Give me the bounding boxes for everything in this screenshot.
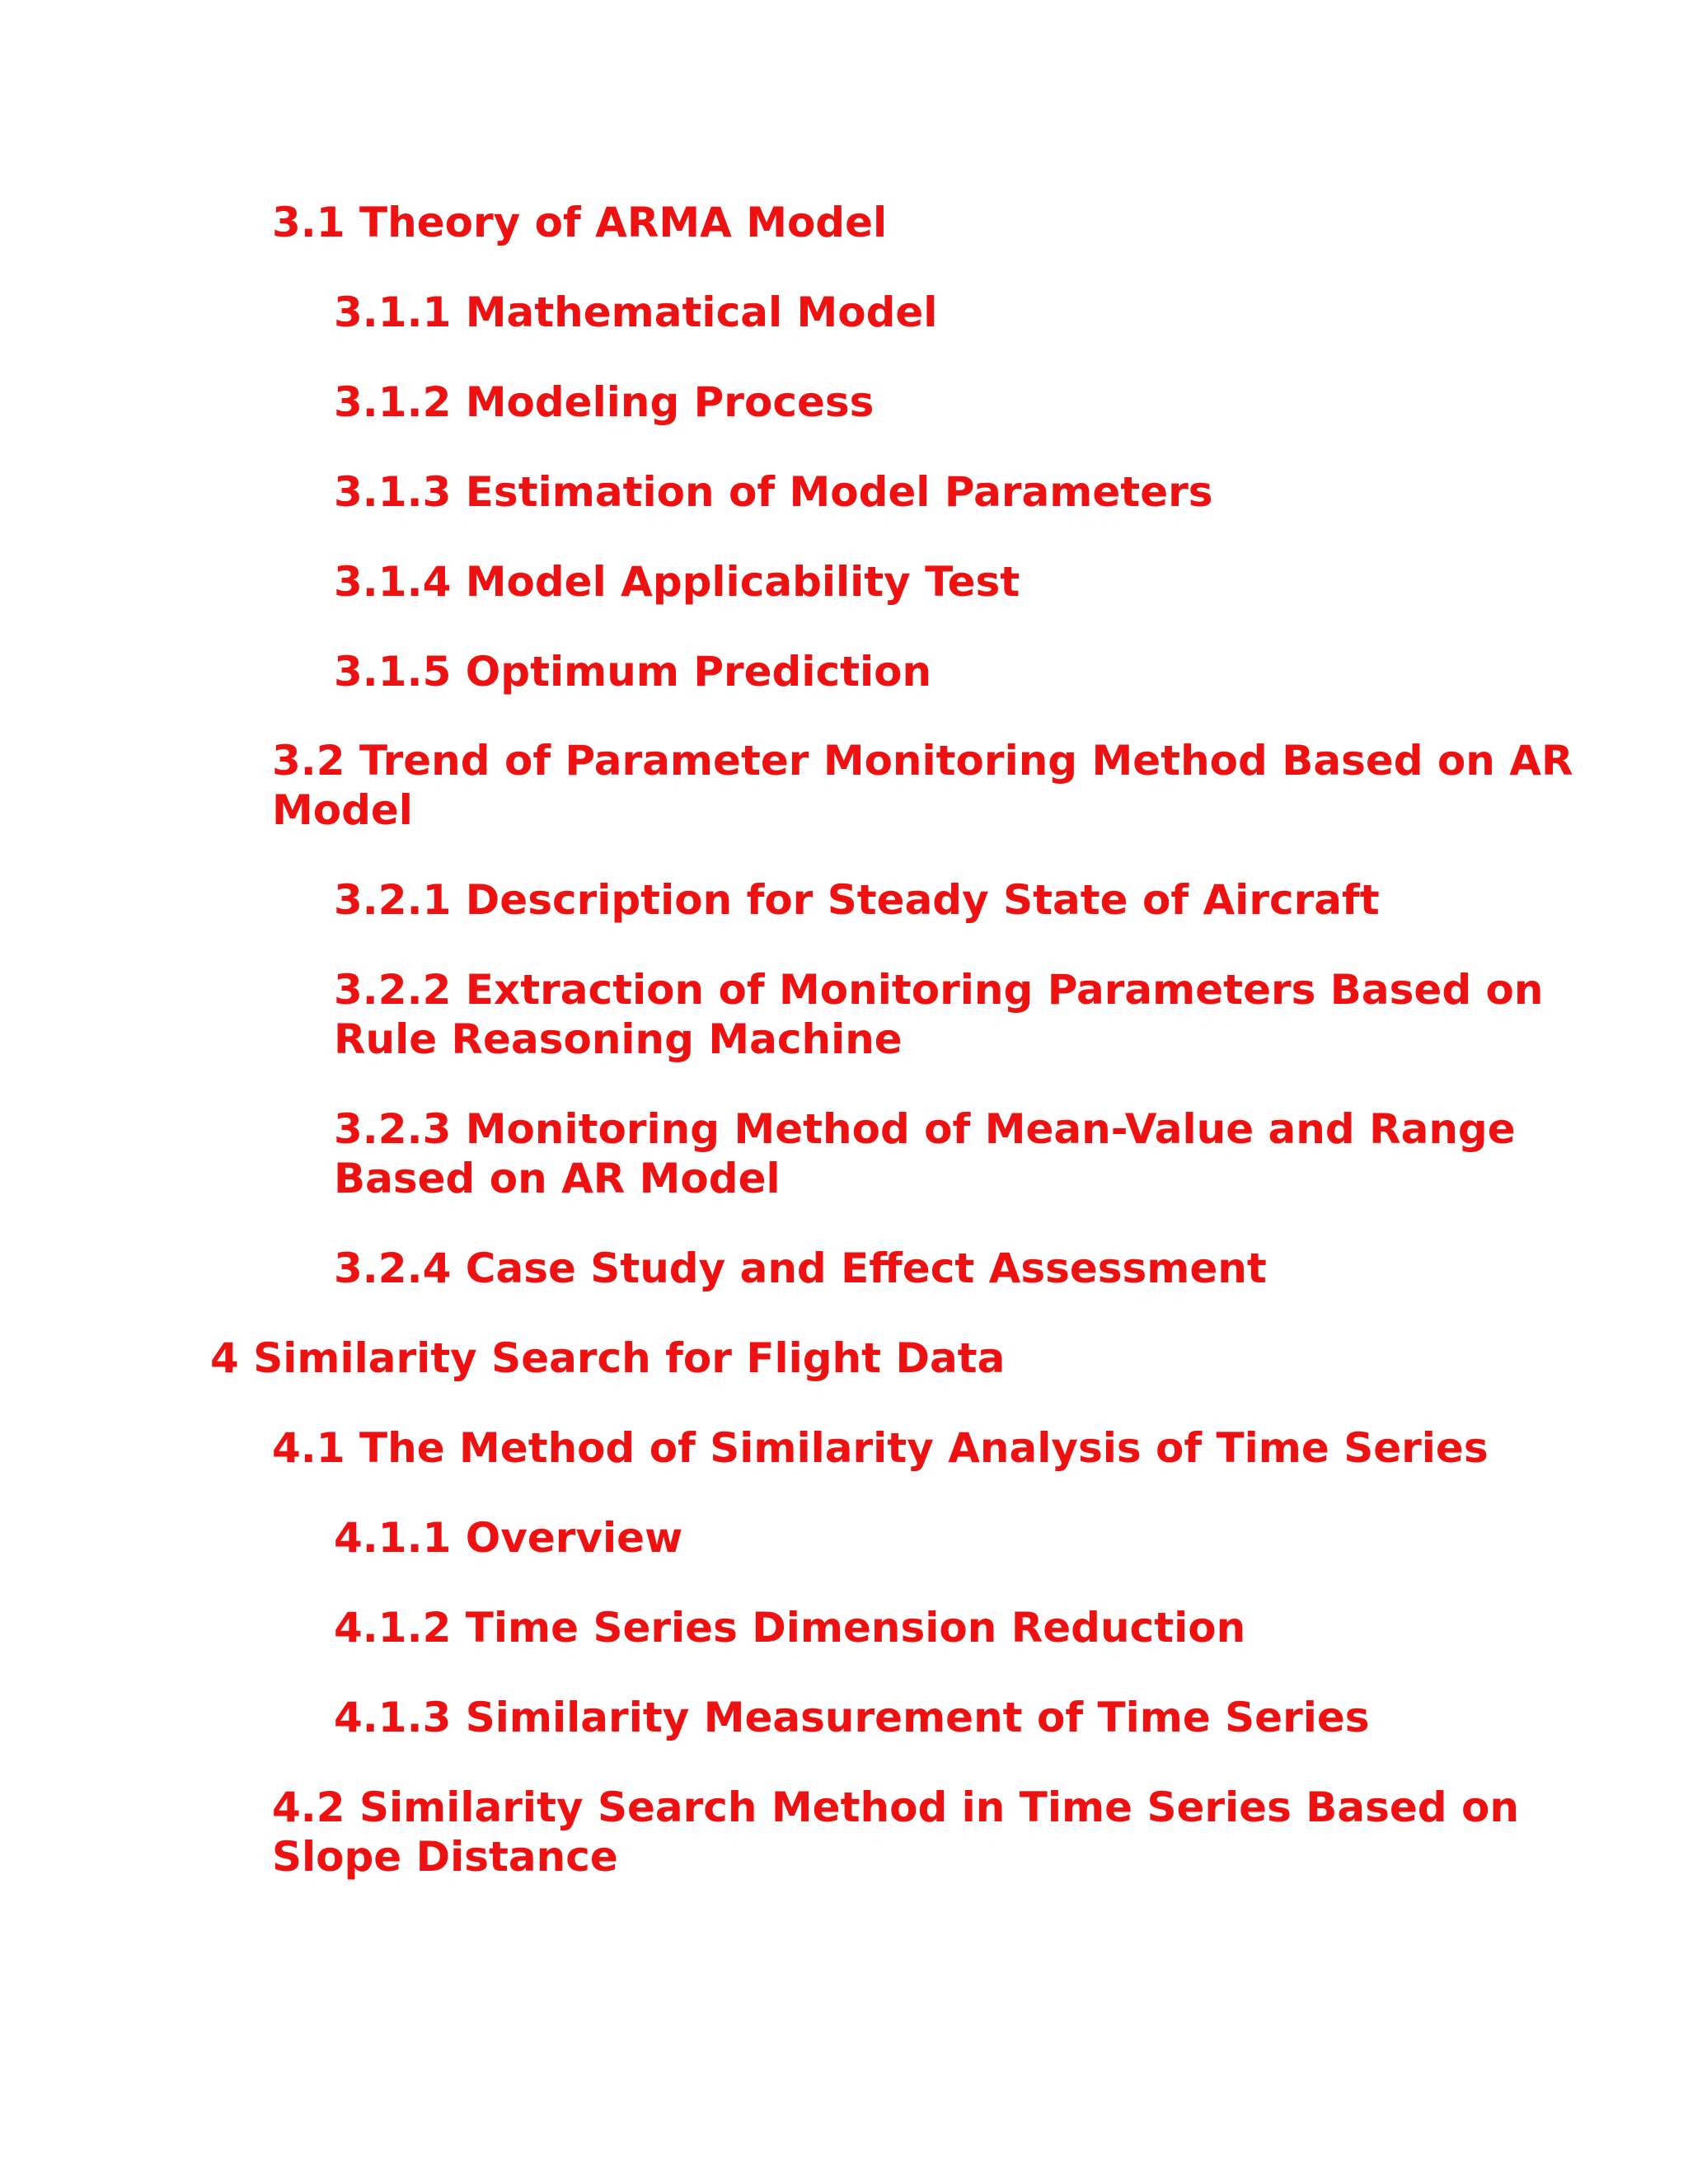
toc-entry-3-2-3[interactable] <box>334 1104 1516 1203</box>
toc-title: Time Series Dimension Reduction <box>465 1604 1246 1652</box>
toc-title: Mathematical Model <box>465 288 938 336</box>
toc-number: 3.1.2 <box>334 378 452 426</box>
toc-entry-3-1-5[interactable] <box>334 647 931 696</box>
toc-title: Extraction of Monitoring Parameters Based on <box>465 966 1544 1014</box>
toc-title-continuation: Slope Distance <box>272 1833 618 1881</box>
toc-title: Optimum Prediction <box>465 648 932 696</box>
toc-entry-3-2-1[interactable] <box>334 875 1380 925</box>
toc-title: Description for Steady State of Aircraft <box>465 876 1380 924</box>
toc-title: Estimation of Model Parameters <box>465 468 1213 516</box>
toc-entry-3-1-4[interactable] <box>334 557 1020 607</box>
toc-title: Trend of Parameter Monitoring Method Based on AR <box>359 737 1573 785</box>
toc-entry-3-1-2[interactable] <box>334 377 874 427</box>
toc-number: 3.1.5 <box>334 648 452 696</box>
toc-number: 3.2.4 <box>334 1244 452 1292</box>
toc-number: 4.1.1 <box>334 1514 452 1562</box>
toc-entry-4-2[interactable] <box>272 1783 1519 1882</box>
toc-number: 4.1.2 <box>334 1604 452 1652</box>
toc-entry-4[interactable] <box>210 1333 1005 1383</box>
toc-number: 4 <box>210 1334 239 1382</box>
toc-number: 3.1.3 <box>334 468 452 516</box>
toc-entry-3-2[interactable] <box>272 736 1573 835</box>
toc-number: 3.1.4 <box>334 558 452 606</box>
toc-title: Model Applicability Test <box>465 558 1020 606</box>
toc-title: Case Study and Effect Assessment <box>465 1244 1267 1292</box>
toc-entry-3-2-4[interactable] <box>334 1244 1267 1293</box>
toc-entry-3-2-2[interactable] <box>334 965 1543 1064</box>
toc-entry-4-1-3[interactable] <box>334 1693 1370 1742</box>
toc-number: 4.1.3 <box>334 1694 452 1741</box>
toc-entry-4-1-2[interactable] <box>334 1603 1245 1652</box>
toc-title: The Method of Similarity Analysis of Time Series <box>359 1424 1489 1472</box>
toc-title-continuation: Model <box>272 786 413 834</box>
toc-entry-3-1-1[interactable] <box>334 288 937 337</box>
toc-number: 3.2.1 <box>334 876 452 924</box>
toc-title: Similarity Measurement of Time Series <box>465 1694 1370 1741</box>
toc-number: 4.2 <box>272 1783 345 1831</box>
toc-title: Similarity Search for Flight Data <box>253 1334 1006 1382</box>
toc-number: 4.1 <box>272 1424 345 1472</box>
toc-number: 3.2.2 <box>334 966 452 1014</box>
toc-entry-4-1[interactable] <box>272 1423 1489 1473</box>
toc-title: Overview <box>465 1514 683 1562</box>
toc-entry-3-1[interactable] <box>272 198 887 247</box>
toc-title: Monitoring Method of Mean-Value and Range <box>465 1105 1516 1153</box>
toc-number: 3.1 <box>272 199 345 246</box>
toc-number: 3.1.1 <box>334 288 452 336</box>
toc-number: 3.2 <box>272 737 345 785</box>
toc-entry-3-1-3[interactable] <box>334 467 1213 517</box>
toc-title-continuation: Based on AR Model <box>334 1155 781 1202</box>
toc-number: 3.2.3 <box>334 1105 452 1153</box>
toc-title-continuation: Rule Reasoning Machine <box>334 1015 903 1063</box>
toc-title: Modeling Process <box>465 378 874 426</box>
toc-title: Theory of ARMA Model <box>359 199 888 246</box>
toc-entry-4-1-1[interactable] <box>334 1513 682 1563</box>
toc-title: Similarity Search Method in Time Series Based on <box>359 1783 1519 1831</box>
